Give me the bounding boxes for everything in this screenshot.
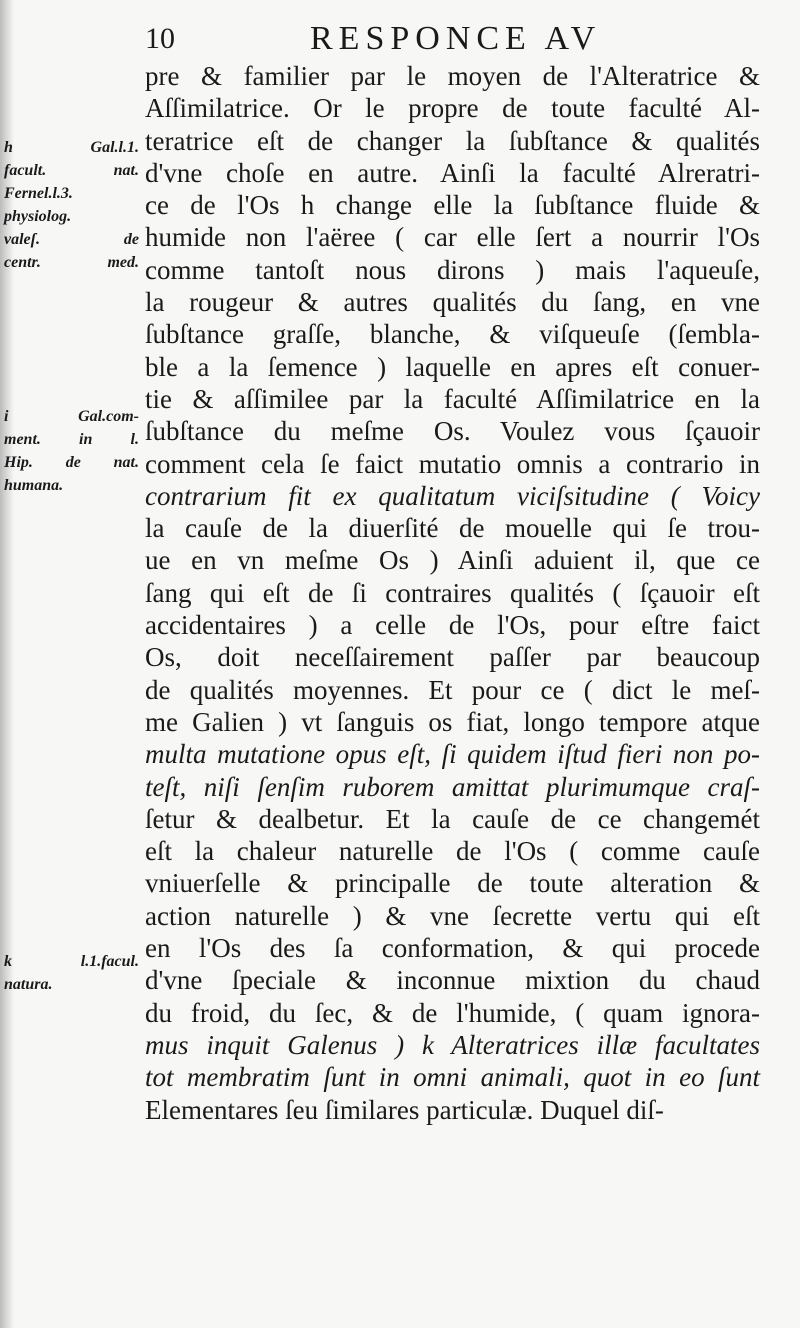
running-head: RESPONCE AV <box>310 20 602 57</box>
latin-text-line: tot membratim ſunt in omni animali, quot in eo ſunt <box>145 1062 760 1093</box>
text-line: ſubſtance graſſe, blanche, & viſqueuſe (ſembla- <box>145 319 760 350</box>
margin-note-line: k l.1.facul. <box>4 953 139 970</box>
text-line: ſetur & dealbetur. Et la cauſe de ce changemét <box>145 803 760 834</box>
text-line: du froid, du ſec, & de l'humide, ( quam ignora- <box>145 997 760 1028</box>
text-line: Elementares ſeu ſimilares particulæ. Duquel diſ- <box>145 1094 664 1125</box>
text-line: accidentaires ) a celle de l'Os, pour eſtre faict <box>145 610 760 641</box>
text-line: ue en vn meſme Os ) Ainſi aduient il, que ce <box>145 545 760 576</box>
latin-text-line: teſt, niſi ſenſim ruborem amittat plurimumque craſ- <box>145 771 760 802</box>
margin-note-line: i Gal.com- <box>4 408 139 425</box>
text-line: d'vne choſe en autre. Ainſi la faculté Alreratri- <box>145 157 760 188</box>
margin-note-line: valeſ. de <box>4 231 139 248</box>
latin-text-line: multa mutatione opus eſt, ſi quidem iſtud fieri non po- <box>145 739 760 770</box>
text-line: pre & familier par le moyen de l'Alteratrice & <box>145 61 760 91</box>
text-line: tie & aſſimilee par la faculté Aſſimilatrice en la <box>145 383 760 414</box>
text-line: la cauſe de la diuerſité de mouelle qui ſe trou- <box>145 513 760 544</box>
text-line: vniuerſelle & principalle de toute alteration & <box>145 868 760 899</box>
text-line: de qualités moyennes. Et pour ce ( dict le meſ- <box>145 674 760 705</box>
margin-note-k <box>4 950 139 996</box>
margin-note-i <box>4 405 139 497</box>
margin-note-line: Hip. de nat. <box>4 454 139 471</box>
latin-text-line: mus inquit Galenus ) k Alteratrices illæ facultates <box>145 1029 760 1060</box>
text-line: Aſſimilatrice. Or le propre de toute faculté Al- <box>145 93 760 124</box>
margin-note-line: Fernel.l.3. <box>4 185 73 202</box>
text-line: Os, doit neceſſairement paſſer par beaucoup <box>145 642 760 673</box>
text-line: teratrice eſt de changer la ſubſtance & qualités <box>145 125 760 156</box>
margin-note-line: ment. in l. <box>4 431 139 448</box>
text-line: action naturelle ) & vne ſecrette vertu qui eſt <box>145 900 760 931</box>
text-line: ſubſtance du meſme Os. Voulez vous ſçauoir <box>145 416 760 447</box>
margin-note-line: humana. <box>4 477 64 494</box>
page-number: 10 <box>145 22 175 55</box>
text-line: comment cela ſe faict mutatio omnis a contrario in <box>145 448 760 479</box>
text-line: ce de l'Os h change elle la ſubſtance fluide & <box>145 190 760 221</box>
text-line: d'vne ſpeciale & inconnue mixtion du chaud <box>145 965 760 996</box>
text-line: ble a la ſemence ) laquelle en apres eſt conuer- <box>145 351 760 382</box>
body-text <box>145 60 760 1126</box>
page-header <box>145 16 760 60</box>
margin-note-h <box>4 136 139 274</box>
margin-note-line: facult. nat. <box>4 162 139 179</box>
text-line: comme tantoſt nous dirons ) mais l'aqueuſe, <box>145 254 760 285</box>
margin-note-line: centr. med. <box>4 254 139 271</box>
text-line: me Galien ) vt ſanguis os fiat, longo tempore atque <box>145 706 760 737</box>
text-line: en l'Os des ſa conformation, & qui procede <box>145 933 760 964</box>
text-line: humide non l'aëree ( car elle ſert a nourrir l'Os <box>145 222 760 253</box>
margin-note-line: physiolog. <box>4 208 72 225</box>
margin-note-line: h Gal.l.1. <box>4 139 139 156</box>
text-line: ſang qui eſt de ſi contraires qualités ( ſçauoir eſt <box>145 577 760 608</box>
margin-note-line: natura. <box>4 976 53 993</box>
text-line: la rougeur & autres qualités du ſang, en vne <box>145 287 760 318</box>
text-line: eſt la chaleur naturelle de l'Os ( comme cauſe <box>145 836 760 867</box>
latin-text-line: contrarium fit ex qualitatum viciſsitudine ( Voicy <box>145 480 760 511</box>
